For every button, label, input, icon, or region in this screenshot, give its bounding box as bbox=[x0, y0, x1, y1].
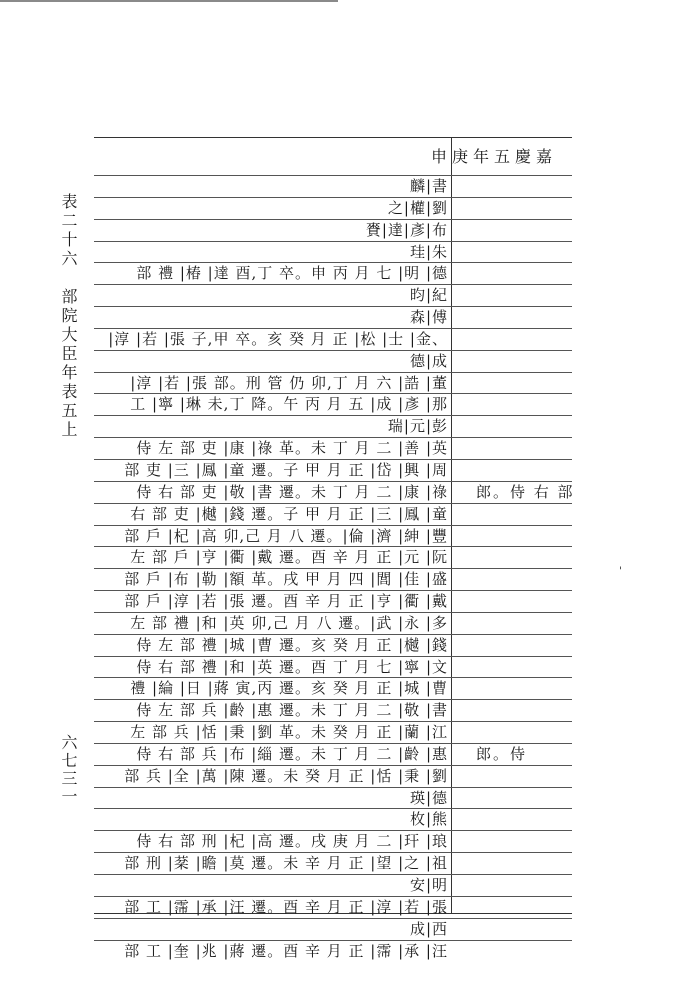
table-row bbox=[94, 896, 572, 918]
table-row bbox=[94, 940, 572, 962]
table-row bbox=[94, 852, 572, 874]
table-row bbox=[94, 503, 572, 525]
table-row bbox=[94, 175, 572, 197]
row-right-text: 郎。侍 bbox=[476, 744, 528, 763]
table-row bbox=[94, 350, 572, 372]
table-row bbox=[94, 219, 572, 241]
side-title: 表二十六 部院大臣年表五上 bbox=[59, 193, 78, 440]
table-row bbox=[94, 699, 572, 721]
row-main-text: 左 部 兵 |恬 |秉 |劉 革。未 癸 月 正 |蘭 |江 bbox=[130, 723, 448, 742]
page-number: 六七三一 bbox=[59, 734, 78, 806]
table-row bbox=[94, 568, 572, 590]
row-main-text: 瑛|德 bbox=[409, 788, 448, 807]
table-row bbox=[94, 656, 572, 678]
table-row bbox=[94, 590, 572, 612]
row-main-text: 部 戶 |淳 |若 |張 遷。酉 辛 月 正 |亨 |衢 |戴 bbox=[124, 592, 448, 611]
table-row bbox=[94, 262, 572, 284]
row-main-text: 枚|熊 bbox=[409, 810, 448, 829]
row-main-text: 左 部 禮 |和 |英 卯,己 月 八 遷。|武 |永 |多 bbox=[130, 613, 448, 632]
row-main-text: |淳 |若 |張 子,甲 卒。亥 癸 月 正 |松 |士 |金、 bbox=[108, 329, 448, 348]
row-main-text: 部 戶 |杞 |高 卯,己 月 八 遷。|倫 |濟 |紳 |豐 bbox=[124, 526, 448, 545]
row-main-text: 部 工 |霈 |承 |汪 遷。酉 辛 月 正 |淳 |若 |張 bbox=[124, 897, 448, 916]
table-row bbox=[94, 197, 572, 219]
table-row bbox=[94, 612, 572, 634]
row-main-text: 部 吏 |三 |鳳 |童 遷。子 甲 月 正 |岱 |興 |周 bbox=[124, 460, 448, 479]
row-main-text: 部 禮 |椿 |達 酉,丁 卒。申 丙 月 七 |明 |德 bbox=[136, 264, 448, 283]
table-row bbox=[94, 721, 572, 743]
table-row bbox=[94, 918, 572, 940]
table-row bbox=[94, 546, 572, 568]
year-heading: 申庚年五慶嘉 bbox=[430, 147, 557, 166]
row-main-text: 安|明 bbox=[409, 876, 448, 894]
table-row bbox=[94, 765, 572, 787]
table-row bbox=[94, 241, 572, 263]
row-main-text: 部 刑 |棻 |瞻 |莫 遷。未 辛 月 正 |望 |之 |祖 bbox=[124, 854, 448, 873]
row-main-text: 侍 右 部 刑 |杞 |高 遷。戌 庚 月 二 |玕 |琅 bbox=[136, 832, 448, 851]
row-main-text: 部 兵 |全 |萬 |陳 遷。未 癸 月 正 |恬 |秉 |劉 bbox=[124, 766, 448, 785]
table-row bbox=[94, 677, 572, 699]
table-row bbox=[94, 284, 572, 306]
table-row bbox=[94, 787, 572, 809]
row-main-text: 德|成 bbox=[409, 351, 448, 370]
row-main-text: 成|西 bbox=[409, 919, 448, 938]
table-top-rule bbox=[94, 137, 572, 138]
row-main-text: 賚|達|彥|布 bbox=[365, 220, 448, 239]
table-row bbox=[94, 393, 572, 415]
row-main-text: 禮 |綸 |日 |蔣 寅,丙 遷。亥 癸 月 正 |城 |曹 bbox=[130, 679, 448, 698]
table-rows bbox=[94, 175, 575, 961]
row-main-text: 森|傅 bbox=[409, 308, 448, 327]
table-row bbox=[94, 874, 572, 896]
row-main-text: 侍 左 部 吏 |康 |祿 革。未 丁 月 二 |善 |英 bbox=[136, 439, 448, 458]
row-main-text: 瑞|元|彭 bbox=[387, 417, 448, 436]
row-main-text: |淳 |若 |張 部。刑 管 仍 卯,丁 月 六 |誥 |董 bbox=[130, 373, 448, 392]
row-main-text: 昀|紀 bbox=[409, 286, 448, 305]
row-main-text: 部 工 |奎 |兆 |蔣 遷。酉 辛 月 正 |霈 |承 |汪 bbox=[124, 941, 448, 960]
row-main-text: 侍 左 部 禮 |城 |曹 遷。亥 癸 月 正 |樾 |錢 bbox=[136, 635, 448, 654]
stray-mark: ' bbox=[619, 566, 622, 577]
row-main-text: 之|權|劉 bbox=[387, 198, 448, 217]
row-main-text: 侍 右 部 禮 |和 |英 遷。酉 丁 月 七 |寧 |文 bbox=[136, 657, 448, 676]
table-row bbox=[94, 328, 572, 350]
row-main-text: 珪|朱 bbox=[409, 242, 448, 261]
table-row bbox=[94, 459, 572, 481]
table-row bbox=[94, 437, 572, 459]
table-row bbox=[94, 808, 572, 830]
row-right-text: 郎。侍 右 部 bbox=[476, 482, 575, 501]
table-row bbox=[94, 634, 572, 656]
table-row bbox=[94, 525, 572, 547]
row-main-text: 工 |寧 |琳 未,丁 降。午 丙 月 五 |成 |彥 |那 bbox=[130, 395, 448, 414]
row-main-text: 侍 右 部 吏 |敬 |書 遷。未 丁 月 二 |康 |祿 bbox=[136, 482, 448, 501]
row-main-text: 侍 左 部 兵 |齡 |惠 遷。未 丁 月 二 |敬 |書 bbox=[136, 701, 448, 720]
row-main-text: 麟|書 bbox=[409, 177, 448, 195]
row-main-text: 左 部 戶 |亨 |衢 |戴 遷。酉 辛 月 正 |元 |阮 bbox=[130, 548, 448, 567]
table-row bbox=[94, 830, 572, 852]
table-row bbox=[94, 415, 572, 437]
table-row bbox=[94, 743, 572, 765]
row-main-text: 侍 右 部 兵 |布 |緇 遷。未 丁 月 二 |齡 |惠 bbox=[136, 744, 448, 763]
table-row bbox=[94, 306, 572, 328]
row-main-text: 右 部 吏 |樾 |錢 遷。子 甲 月 正 |三 |鳳 |童 bbox=[130, 504, 448, 523]
table-row bbox=[94, 481, 575, 503]
top-rule bbox=[0, 0, 338, 2]
row-main-text: 部 戶 |布 |勒 |額 革。戌 甲 月 四 |閭 |佳 |盛 bbox=[124, 570, 448, 589]
table-row bbox=[94, 372, 572, 394]
